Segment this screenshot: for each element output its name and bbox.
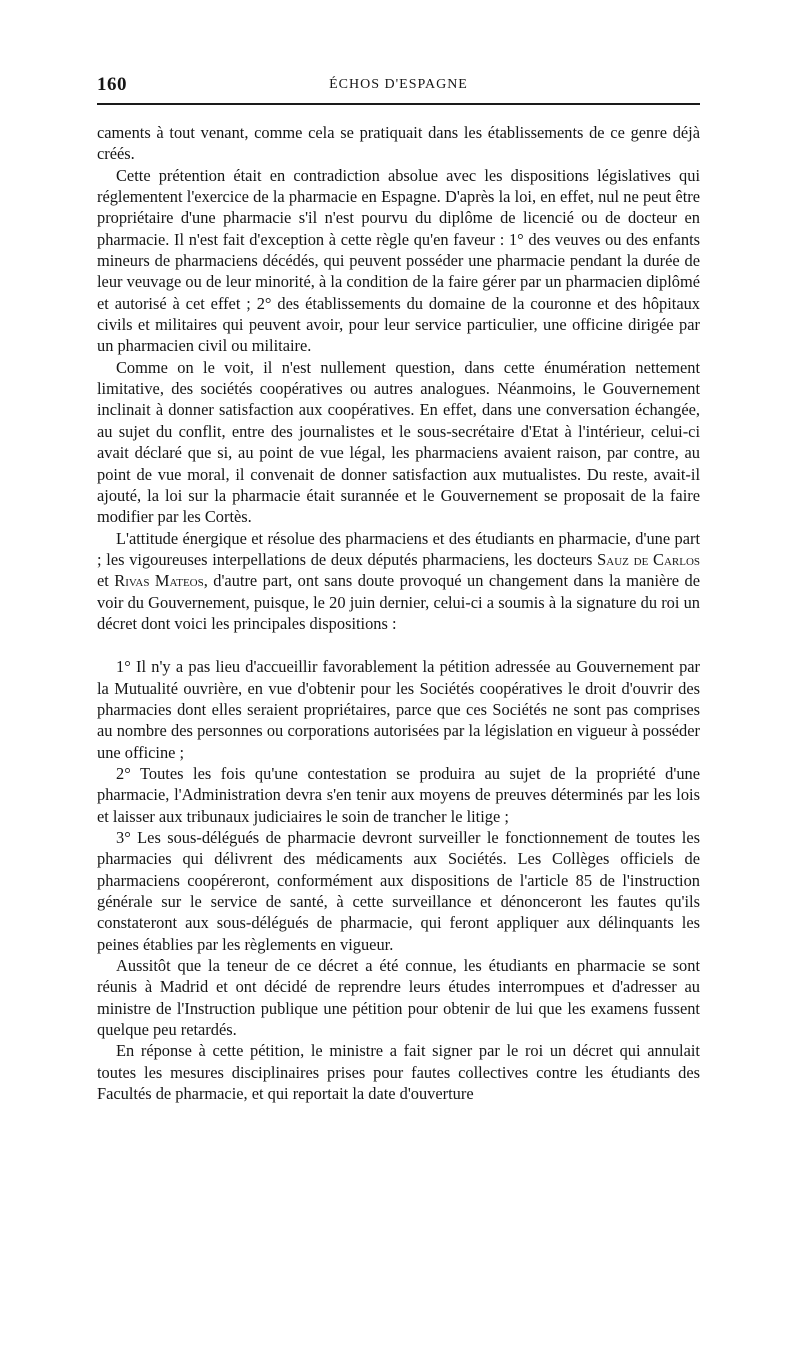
paragraph-attitude (97, 528, 700, 635)
attitude-text-after: , d'autre part, ont sans doute provoqué un changement dans la manière de voir du Gouvernement, puisque, le 20 juin dernier, celui-ci a soumis à la signature du roi un décret dont voici les principales dispositions : (97, 571, 700, 633)
paragraph-government: Comme on le voit, il n'est nullement question, dans cette énumération nettement limitative, des sociétés coopératives ou autres analogues. Néanmoins, le Gouvernement inclinait à donner satisfaction aux coopératives. En effet, dans une conversation échangée, au sujet du conflit, entre des journalistes et le sous-secrétaire d'Etat à l'intérieur, celui-ci avait déclaré que si, au point de vue légal, les pharmaciens avaient raison, par contre, au point de vue moral, il convenait de donner satisfaction aux mutualistes. Du reste, avait-il ajouté, la loi sur la pharmacie était surannée et le Gouvernement se proposait de la faire modifier par les Cortès. (97, 357, 700, 527)
attitude-text-between: et (97, 571, 115, 591)
paragraph-students: Aussitôt que la teneur de ce décret a été connue, les étudiants en pharmacie se sont réunis à Madrid et ont décidé de reprendre leurs études interrompues et d'adresser au ministre de l'Instruction publique une pétition pour obtenir de lui que les examens fussent quelque peu retardés. (97, 956, 700, 1040)
paragraph-continuation: caments à tout venant, comme cela se pratiquait dans les établissements de ce genre déjà créés. (97, 123, 700, 164)
deputy-name-rivas: Rivas Mateos (114, 571, 204, 591)
decree-item-1: 1° Il n'y a pas lieu d'accueillir favorablement la pétition adressée au Gouvernement par la Mutualité ouvrière, en vue d'obtenir pour les Sociétés coopératives le droit d'ouvrir des pharmacies dont elles seraient propriétaires, parce que ces Sociétés ne sont pas comprises au nombre des personnes ou corporations autorisées par la législation en vigueur à posséder une officine ; (97, 657, 700, 762)
paragraph-legislation: Cette prétention était en contradiction absolue avec les dispositions législatives qui réglementent l'exercice de la pharmacie en Espagne. D'après la loi, en effet, nul ne peut être propriétaire d'une pharmacie s'il n'est pourvu du diplôme de licencié ou de docteur en pharmacie. Il n'est fait d'exception à cette règle qu'en faveur : 1° des veuves ou des enfants mineurs de pharmaciens décédés, qui peuvent posséder une pharmacie pendant la durée de leur veuvage ou de leur minorité, à la condition de la faire gérer par un pharmacien diplômé et autorisé à cet effet ; 2° des établissements du domaine de la couronne et des hôpitaux civils et militaires qui peuvent avoir, pour leur service particulier, une officine dirigée par un pharmacien civil ou militaire. (97, 165, 700, 356)
page-header (97, 74, 700, 98)
header-rule (97, 103, 700, 105)
paragraph-response: En réponse à cette pétition, le ministre a fait signer par le roi un décret qui annulait toutes les mesures disciplinaires prises pour fautes collectives contre les étudiants des Facultés de pharmacie, et qui reportait la date d'ouverture (97, 1041, 700, 1104)
decree-item-3: 3° Les sous-délégués de pharmacie devront surveiller le fonctionnement de toutes les pharmacies qui délivrent des médicaments aux Sociétés. Les Collèges officiels de pharmaciens coopéreront, conformément aux dispositions de l'article 85 de l'instruction générale sur le service de santé, à cette surveillance et dénonceront les fautes qu'ils constateront aux sous-délégués de pharmacie, qui feront appliquer aux délinquants les peines établies par les règlements en vigueur. (97, 828, 700, 954)
decree-item-2: 2° Toutes les fois qu'une contestation se produira au sujet de la propriété d'une pharmacie, l'Administration devra s'en tenir aux moyens de preuves déterminés par les lois et laisser aux tribunaux judiciaires le soin de trancher le litige ; (97, 763, 700, 826)
attitude-text-before: L'attitude énergique et résolue des pharmaciens et des étudiants en pharmacie, d'une part ; les vigoureuses interpellations de deux députés pharmaciens, les docteurs (97, 528, 700, 569)
deputy-name-sauz: Sauz de Carlos (597, 549, 701, 569)
section-gap (97, 634, 700, 656)
body-text (97, 122, 700, 1104)
page-number: 160 (97, 74, 127, 95)
running-title: ÉCHOS D'ESPAGNE (329, 77, 468, 92)
